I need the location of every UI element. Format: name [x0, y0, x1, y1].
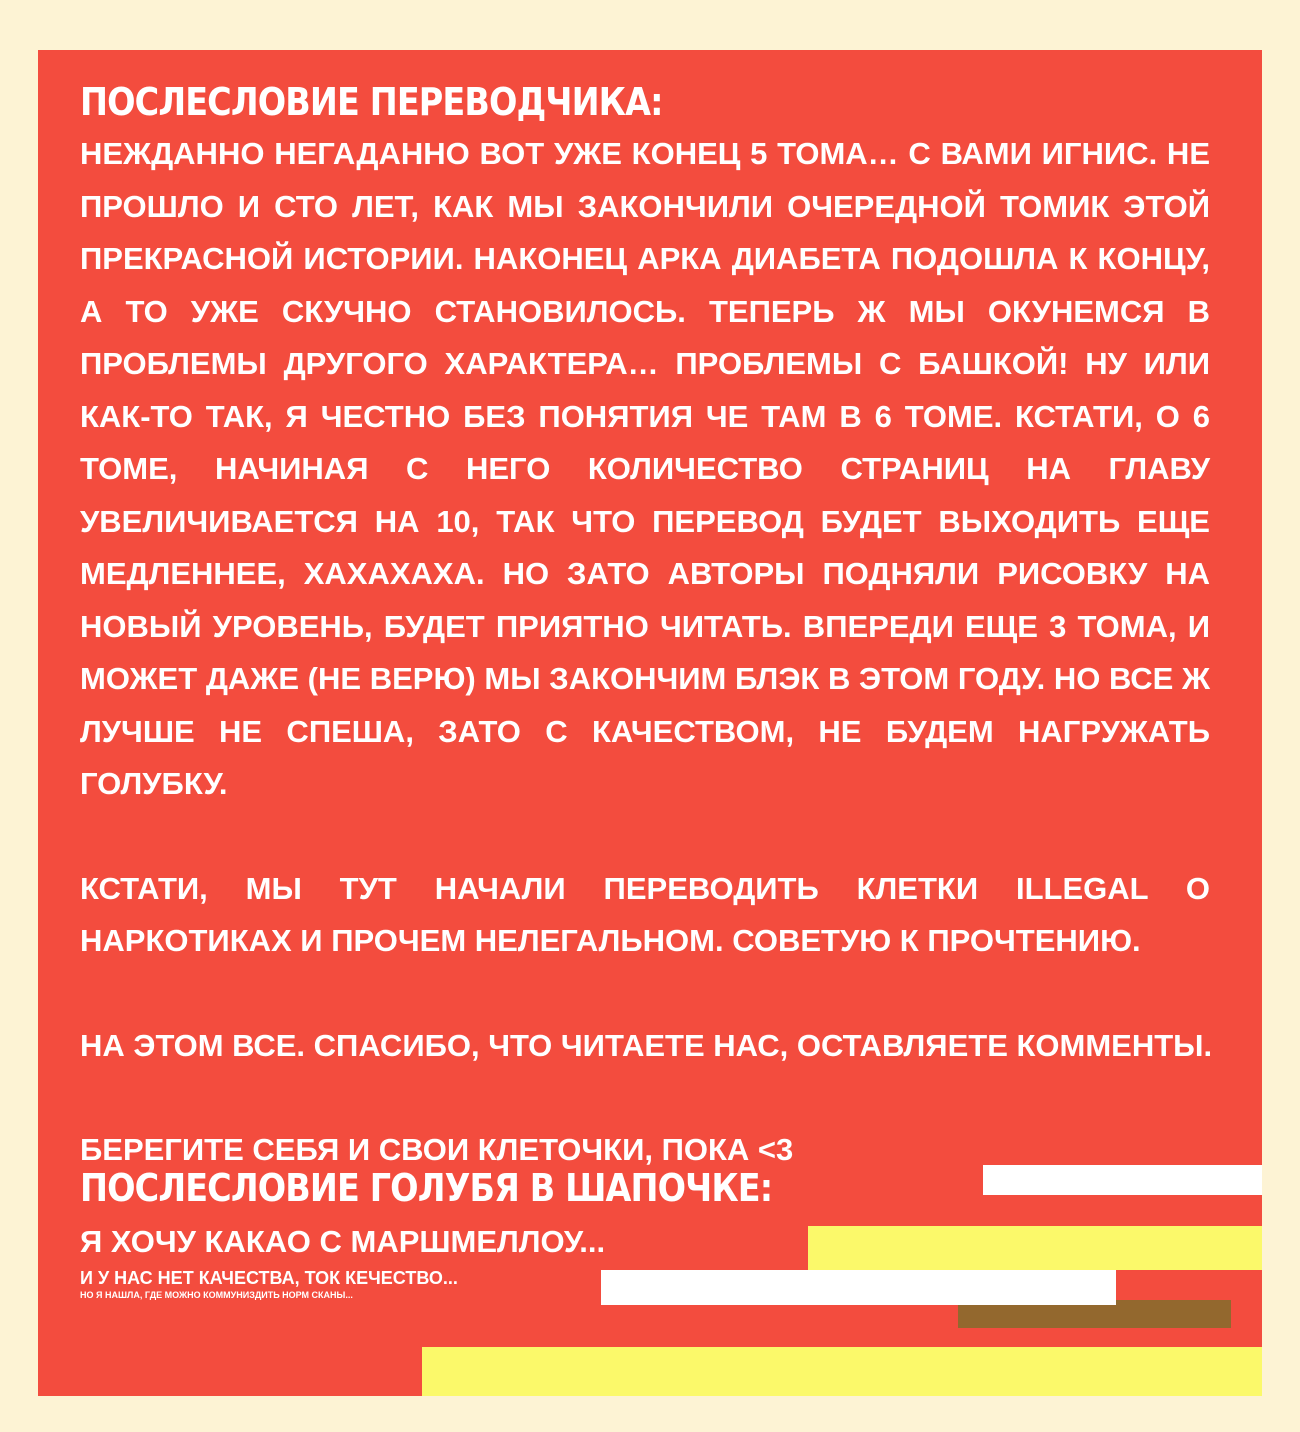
pigeon-line-large: Я ХОЧУ КАКАО С МАРШМЕЛЛОУ... — [80, 1224, 606, 1259]
decorative-yellow-stripe-bottom — [422, 1347, 1262, 1396]
decorative-white-stripe-middle — [601, 1270, 1116, 1305]
pigeon-heading: ПОСЛЕСЛОВИЕ ГОЛУБЯ В ШАПОЧКЕ: — [80, 1166, 773, 1210]
afterword-panel — [38, 50, 1262, 1396]
spacer — [80, 811, 1210, 863]
decorative-yellow-stripe-middle — [808, 1226, 1262, 1270]
translator-paragraph-goodbye: БЕРЕГИТЕ СЕБЯ И СВОИ КЛЕТОЧКИ, ПОКА <3 — [80, 1131, 794, 1167]
spacer — [80, 1072, 1210, 1124]
pigeon-line-small: НО Я НАШЛА, ГДЕ МОЖНО КОММУНИЗДИТЬ НОРМ СКАНЫ... — [80, 1290, 353, 1300]
translator-heading: ПОСЛЕСЛОВИЕ ПЕРЕВОДЧИКА: — [80, 80, 663, 124]
pigeon-line-medium: И У НАС НЕТ КАЧЕСТВА, ТОК КЕЧЕСТВО... — [80, 1268, 458, 1288]
decorative-white-stripe-top — [983, 1165, 1262, 1195]
translator-paragraph-illegal: КСТАТИ, МЫ ТУТ НАЧАЛИ ПЕРЕВОДИТЬ КЛЕТКИ ILLEGAL О НАРКОТИКАХ И ПРОЧЕМ НЕЛЕГАЛЬНОМ. СОВЕТУЮ К ПРОЧТЕНИЮ. — [80, 870, 1210, 958]
translator-paragraph-thanks: НА ЭТОМ ВСЕ. СПАСИБО, ЧТО ЧИТАЕТЕ НАС, ОСТАВЛЯЕТЕ КОММЕНТЫ. — [80, 1027, 1213, 1063]
spacer — [80, 968, 1210, 1020]
translator-paragraph-main: НЕЖДАННО НЕГАДАННО ВОТ УЖЕ КОНЕЦ 5 ТОМА… С ВАМИ ИГНИС. НЕ ПРОШЛО И СТО ЛЕТ, КАК МЫ ЗАКОНЧИЛИ ОЧЕРЕДНОЙ ТОМИК ЭТОЙ ПРЕКРАСНОЙ ИСТОРИИ. НАКОНЕЦ АРКА ДИАБЕТА ПОДОШЛА К КОНЦУ, А ТО УЖЕ СКУЧНО СТАНОВИЛОСЬ. ТЕПЕРЬ Ж МЫ ОКУНЕМСЯ В ПРОБЛЕМЫ ДРУГОГО ХАРАКТЕРА… ПРОБЛЕМЫ С БАШКОЙ! НУ ИЛИ КАК-ТО ТАК, Я ЧЕСТНО БЕЗ ПОНЯТИЯ ЧЕ ТАМ В 6 ТОМЕ. КСТАТИ, О 6 ТОМЕ, НАЧИНАЯ С НЕГО КОЛИЧЕСТВО СТРАНИЦ НА ГЛАВУ УВЕЛИЧИВАЕТСЯ НА 10, ТАК ЧТО ПЕРЕВОД БУДЕТ ВЫХОДИТЬ ЕЩЕ МЕДЛЕННЕЕ, ХАХАХАХА. НО ЗАТО АВТОРЫ ПОДНЯЛИ РИСОВКУ НА НОВЫЙ УРОВЕНЬ, БУДЕТ ПРИЯТНО ЧИТАТЬ. ВПЕРЕДИ ЕЩЕ 3 ТОМА, И МОЖЕТ ДАЖЕ (НЕ ВЕРЮ) МЫ ЗАКОНЧИМ БЛЭК В ЭТОМ ГОДУ. НО ВСЕ Ж ЛУЧШЕ НЕ СПЕША, ЗАТО С КАЧЕСТВОМ, НЕ БУДЕМ НАГРУЖАТЬ ГОЛУБКУ. — [80, 136, 1210, 801]
translator-afterword — [80, 76, 1213, 1176]
